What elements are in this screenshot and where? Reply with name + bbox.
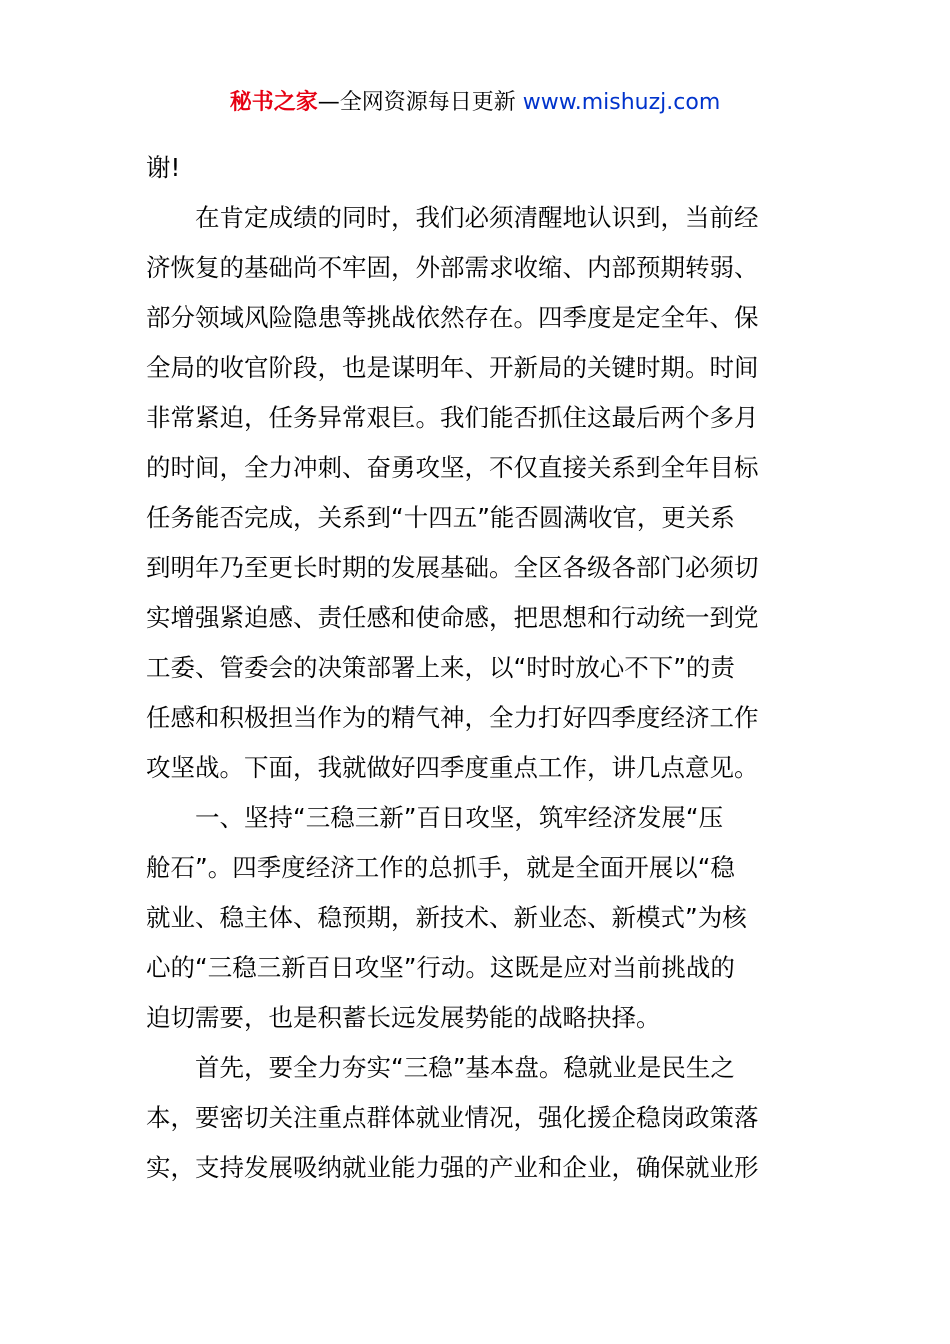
text-line: 实，支持发展吸纳就业能力强的产业和企业，确保就业形 xyxy=(146,1153,759,1182)
document-body xyxy=(146,143,808,1193)
text-line: 的时间，全力冲刺、奋勇攻坚，不仅直接关系到全年目标 xyxy=(146,453,759,482)
site-tagline: —全网资源每日更新 xyxy=(317,90,516,115)
site-url-link[interactable]: www.mishuzj.com xyxy=(522,90,721,115)
text-line: 本，要密切关注重点群体就业情况，强化援企稳岗政策落 xyxy=(146,1103,759,1132)
site-brand: 秘书之家 xyxy=(229,90,318,115)
section-heading-line: 一、坚持“三稳三新”百日攻坚，筑牢经济发展“压 xyxy=(195,803,724,832)
text-line: 实增强紧迫感、责任感和使命感，把思想和行动统一到党 xyxy=(146,603,759,632)
site-header xyxy=(0,86,950,120)
paragraph-start-line: 在肯定成绩的同时，我们必须清醒地认识到，当前经 xyxy=(195,203,759,232)
text-line: 攻坚战。下面，我就做好四季度重点工作，讲几点意见。 xyxy=(146,753,759,782)
text-line: 到明年乃至更长时期的发展基础。全区各级各部门必须切 xyxy=(146,553,759,582)
text-line: 舱石”。四季度经济工作的总抓手，就是全面开展以“稳 xyxy=(146,853,735,882)
paragraph-start-line: 首先，要全力夯实“三稳”基本盘。稳就业是民生之 xyxy=(195,1053,735,1082)
text-line: 非常紧迫，任务异常艰巨。我们能否抓住这最后两个多月 xyxy=(146,403,759,432)
text-line: 任感和积极担当作为的精气神，全力打好四季度经济工作 xyxy=(146,703,759,732)
text-line: 就业、稳主体、稳预期，新技术、新业态、新模式”为核 xyxy=(146,903,747,932)
text-line: 谢! xyxy=(146,153,181,182)
text-line: 工委、管委会的决策部署上来，以“时时放心不下”的责 xyxy=(146,653,735,682)
text-line: 济恢复的基础尚不牢固，外部需求收缩、内部预期转弱、 xyxy=(146,253,759,282)
text-line: 部分领域风险隐患等挑战依然存在。四季度是定全年、保 xyxy=(146,303,759,332)
text-line: 心的“三稳三新百日攻坚”行动。这既是应对当前挑战的 xyxy=(146,953,735,982)
text-line: 任务能否完成，关系到“十四五”能否圆满收官，更关系 xyxy=(146,503,735,532)
text-line: 迫切需要，也是积蓄长远发展势能的战略抉择。 xyxy=(146,1003,661,1032)
text-line: 全局的收官阶段，也是谋明年、开新局的关键时期。时间 xyxy=(146,353,759,382)
